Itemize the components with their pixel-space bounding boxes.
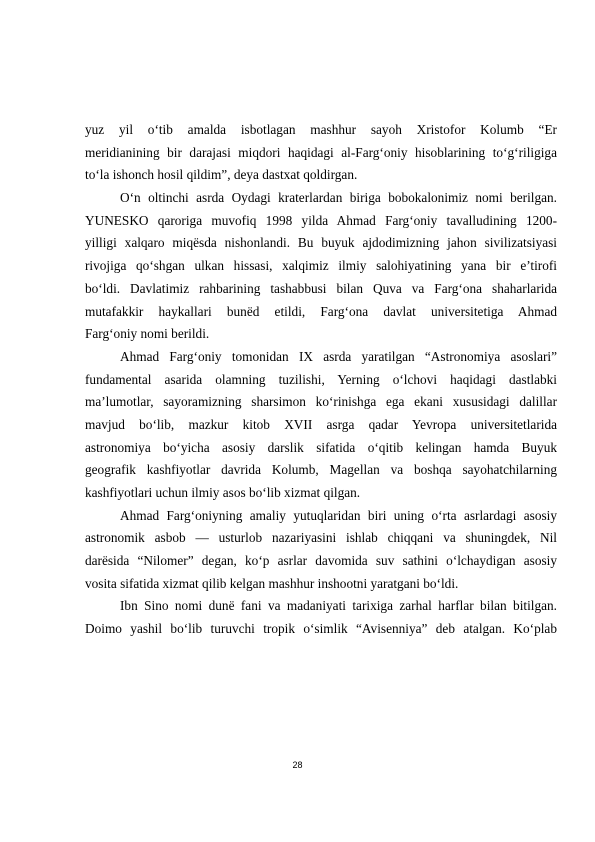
- text-line: meridianining bir darajasi miqdori haqidagi al-Farg‘oniy hisoblarining to‘g‘riligiga: [85, 144, 557, 160]
- text-line: astronomik asbob — usturlob nazariyasini ishlab chiqqani va shuningdek, Nil: [85, 530, 557, 546]
- page-number: 28: [292, 760, 303, 770]
- text-line: yuz yil o‘tib amalda isbotlagan mashhur sayoh Xristofor Kolumb “Er: [85, 122, 557, 137]
- text-line: yilligi xalqaro miqёsda nishonlandi. Bu buyuk ajdodimizning jahon sivilizatsiyasi: [85, 235, 557, 251]
- text-line: vosita sifatida xizmat qilib kelgan mashhur inshootni yaratgani bo‘ldi.: [85, 575, 459, 591]
- text-line: Doimo yashil bo‘lib turuvchi tropik o‘simlik “Avisenniya” deb atalgan. Ko‘plab: [85, 621, 557, 637]
- text-line: to‘la ishonch hosil qildim”, deya dastxat qoldirgan.: [85, 167, 358, 183]
- text-line: bo‘ldi. Davlatimiz rahbarining tashabbusi bilan Quva va Farg‘ona shaharlarida: [85, 280, 557, 296]
- text-line: YUNESKO qaroriga muvofiq 1998 yilda Ahmad Farg‘oniy tavalludining 1200-: [85, 212, 557, 228]
- text-line: astronomiya bo‘yicha asosiy darslik sifatida o‘qitib kelingan hamda Buyuk: [85, 439, 557, 455]
- text-line: ma’lumotlar, sayoramizning sharsimon ko‘rinishga ega ekani xususidagi dalillar: [85, 394, 557, 410]
- text-line: O‘n oltinchi asrda Oydagi kraterlardan biriga bobokalonimiz nomi berilgan.: [120, 190, 557, 206]
- text-line: Ahmad Farg‘oniy tomonidan IX asrda yaratilgan “Astronomiya asoslari”: [120, 348, 557, 364]
- text-line: fundamental asarida olamning tuzilishi, Yerning o‘lchovi haqidagi dastlabki: [85, 371, 557, 387]
- text-line: darёsida “Nilomer” degan, ko‘p asrlar davomida suv sathini o‘lchaydigan asosiy: [85, 553, 557, 569]
- text-line: Ahmad Farg‘oniyning amaliy yutuqlaridan biri uning o‘rta asrlardagi asosiy: [120, 507, 557, 523]
- text-line: geografik kashfiyotlar davrida Kolumb, Magellan va boshqa sayohatchilarning: [85, 462, 557, 478]
- text-line: Farg‘oniy nomi berildi.: [85, 326, 210, 342]
- text-line: kashfiyotlari uchun ilmiy asos bo‘lib xizmat qilgan.: [85, 485, 361, 500]
- body-text: [85, 119, 557, 641]
- text-line: mavjud bo‘lib, mazkur kitob XVII asrga qadar Yevropa universitetlarida: [85, 416, 557, 432]
- text-line: rivojiga qo‘shgan ulkan hissasi, xalqimiz ilmiy salohiyatining yana bir e’tirofi: [85, 258, 557, 274]
- text-line: Ibn Sino nomi dunё fani va madaniyati tarixiga zarhal harflar bilan bitilgan.: [120, 598, 557, 614]
- text-line: mutafakkir haykallari bunёd etildi, Farg‘ona davlat universitetiga Ahmad: [85, 303, 557, 319]
